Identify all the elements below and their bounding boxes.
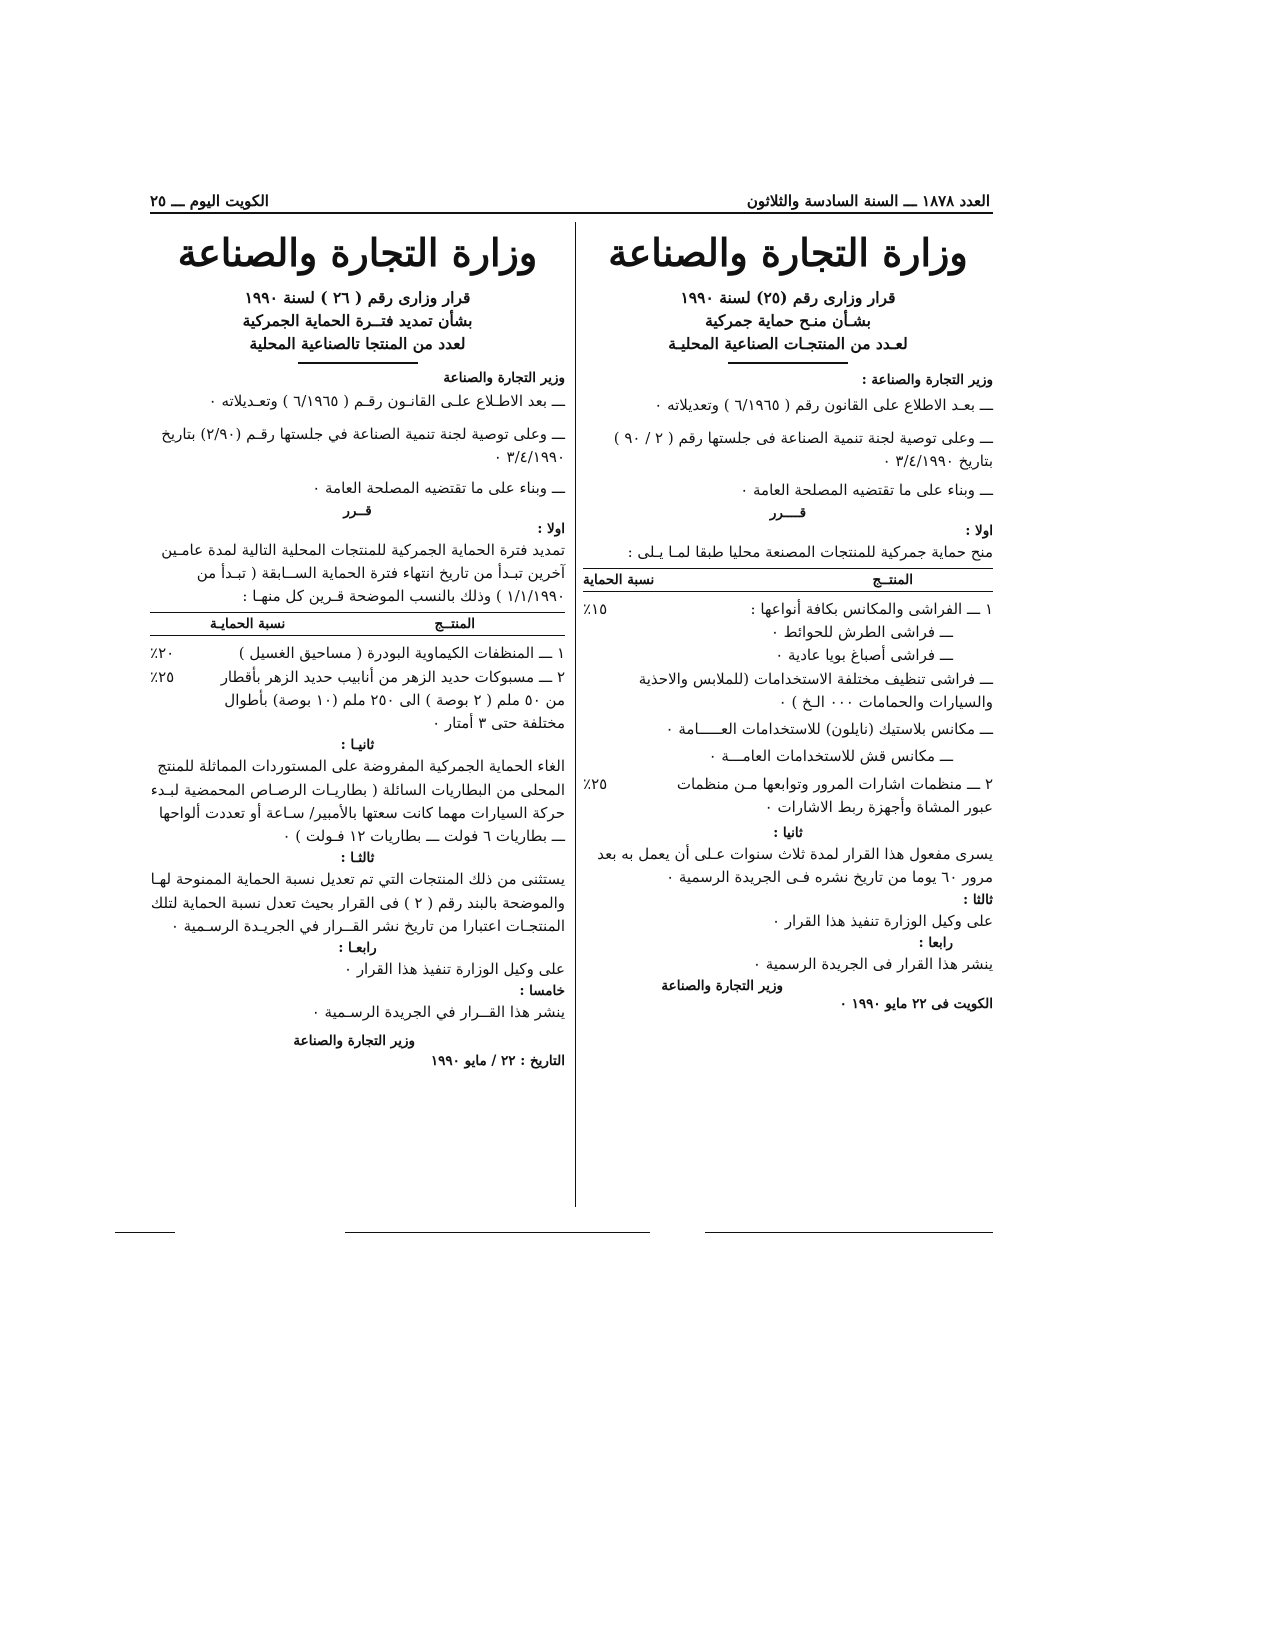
item-2-rate: ٢٥٪ xyxy=(583,774,608,793)
article-2-text: يسرى مفعول هذا القرار لمدة ثلاث سنوات عـلى أن يعمل به بعد مرور ٦٠ يوما من تاريخ نشره فـى الجريدة الرسمية ٠ xyxy=(597,845,993,887)
item-1-sub-b: ـــ فراشى أصباغ بويا عادية ٠ xyxy=(775,646,953,665)
article-1-text: منح حماية جمركية للمنتجات المصنعة محليا طبقا لمـا يـلى : xyxy=(627,542,993,561)
item-2-product: ٢ ـــ منظمات اشارات المرور وتوابعها مـن منظمات عبور المشاة وأجهزة ربط الاشارات ٠ xyxy=(676,774,993,816)
item-1-sub-e: ـــ مكانس قش للاستخدامات العامـــة ٠ xyxy=(708,747,953,766)
column-header-product: المنتــج xyxy=(434,616,475,633)
article-4-label: رابعا : xyxy=(918,934,953,951)
header-rule xyxy=(150,212,993,214)
table-header-rule xyxy=(150,635,565,636)
preamble-committee: ـــ وعلى توصية لجنة تنمية الصناعة فى جلستها رقم ( ٢ / ٩٠ ) بتاريخ ٣/٤/١٩٩٠ ٠ xyxy=(613,428,993,471)
item-1-sub-c: ـــ فراشى تنظيف مختلفة الاستخدامات (للملابس والاحذية والسيارات والحمامات ٠٠٠ الـخ ) ٠ xyxy=(638,669,993,711)
table-row xyxy=(150,642,565,665)
article-3-text: يستثنى من ذلك المنتجات التي تم تعديل نسبة الحماية الممنوحة لهـا والموضحة بالبند رقم ( ٢ ) فى القرار بحيث تعدل نسبة الحماية لتلك المنتجـات اعتبارا من تاريخ نشر القــرار في الجريـدة الرسـمية ٠ xyxy=(150,870,565,935)
column-header-rate: نسبة الحماية xyxy=(583,571,655,588)
decision-subject: بشـأن منـح حماية جمركية xyxy=(705,311,871,331)
decided-heading: قــرر xyxy=(343,502,372,519)
table-header-rule xyxy=(583,591,993,592)
article-3-text: على وكيل الوزارة تنفيذ هذا القرار ٠ xyxy=(771,911,993,930)
article-4-label: رابعـا : xyxy=(338,940,377,957)
decision-number: قرار وزارى رقم ( ٢٦ ) لسنة ١٩٩٠ xyxy=(244,287,471,307)
ministry-title: وزارة التجارة والصناعة xyxy=(177,230,538,275)
article-2-text: الغاء الحماية الجمركية المفروضة على المستوردات المماثلة للمنتج المحلى من البطاريات السائلة ( بطاريـات الرصـاص المحمضية لبـدء حركة السيارات مهما كانت سعتها بالأمبير/ سـاعة أو تعددت ألواحها ـــ بطاريات ٦ فولت ـــ بطاريات ١٢ فـولت ) ٠ xyxy=(150,757,565,846)
preamble-public-interest: ـــ وبناء على ما تقتضيه المصلحة العامة ٠ xyxy=(740,481,993,500)
item-1-sub-d: ـــ مكانس بلاستيك (نايلون) للاستخدامات العـــــامة ٠ xyxy=(665,720,993,739)
signature-block xyxy=(150,1031,565,1051)
table-row xyxy=(583,773,993,820)
article-1-label: اولا : xyxy=(537,520,565,537)
footer-rule-center xyxy=(345,1232,650,1233)
decision-date: الكويت فى ٢٢ مايو ١٩٩٠ ٠ xyxy=(839,996,993,1013)
decision-subject-line2: لعدد من المنتجا تالصناعية المحلية xyxy=(249,334,466,354)
item-2-rate: ٢٥٪ xyxy=(150,667,175,686)
article-5-label: خامسا : xyxy=(519,983,565,1000)
preamble-law: ـــ بعـد الاطلاع على القانون رقم ( ٦/١٩٦٥ ) وتعديلاته ٠ xyxy=(654,395,993,414)
item-1-rate: ٢٠٪ xyxy=(150,644,175,663)
title-rule xyxy=(728,362,848,364)
article-4-text: ينشر هذا القرار فى الجريدة الرسمية ٠ xyxy=(752,954,993,973)
item-1-rate: ١٥٪ xyxy=(583,599,608,618)
decision-subject-line2: لعـدد من المنتجـات الصناعية المحليـة xyxy=(668,334,908,354)
item-2-product: ٢ ـــ مسبوكات حديد الزهر من أنابيب حديد الزهر بأقطار من ٥٠ ملم ( ٢ بوصة ) الى ٢٥٠ ملم (١٠ بوصة) بأطوال مختلفة حتى ٣ أمتار ٠ xyxy=(220,667,565,733)
footer-rule-left xyxy=(115,1232,175,1233)
column-divider xyxy=(575,222,576,1207)
issue-header: العدد ١٨٧٨ ـــ السنة السادسة والثلاثون xyxy=(746,192,990,210)
title-rule xyxy=(298,362,418,364)
table-row xyxy=(150,666,565,736)
signature: وزير التجارة والصناعة xyxy=(293,1032,415,1049)
article-5-text: ينشر هذا القــرار في الجريدة الرسـمية ٠ xyxy=(311,1003,565,1022)
article-1-text: تمديد فترة الحماية الجمركية للمنتجات المحلية التالية لمدة عامـين آخرين تبـدأ من تاريخ انتهاء فترة الحماية الســابقة ( تبـدأ من ١/١/١٩٩٠ ) وذلك بالنسب الموضحة قـرين كل منهـا : xyxy=(161,540,565,606)
signature: وزير التجارة والصناعة xyxy=(661,978,783,995)
ministry-title: وزارة التجارة والصناعة xyxy=(608,230,968,275)
preamble-public-interest: ـــ وبناء على ما تقتضيه المصلحة العامة ٠ xyxy=(312,479,565,498)
minister-heading: وزير التجارة والصناعة xyxy=(443,369,565,386)
article-3-label: ثالثا : xyxy=(963,891,993,908)
item-1-product: ١ ـــ المنظفات الكيماوية البودرة ( مساحيق الغسيل ) xyxy=(238,644,565,663)
table-header xyxy=(150,613,565,635)
item-1-product: ١ ـــ الفراشى والمكانس بكافة أنواعها : xyxy=(750,599,993,618)
footer-rule-right xyxy=(705,1232,993,1233)
decision-subject: بشأن تمديد فتــرة الحماية الجمركية xyxy=(242,311,473,331)
minister-heading: وزير التجارة والصناعة : xyxy=(861,371,993,388)
table-header xyxy=(583,569,993,591)
decision-25-column xyxy=(583,232,993,1014)
preamble-law: ـــ بعد الاطـلاع علـى القانـون رقـم ( ٦/١٩٦٥ ) وتعـديلاته ٠ xyxy=(208,391,565,410)
article-2-label: ثانيـا : xyxy=(340,737,375,754)
article-4-text: على وكيل الوزارة تنفيذ هذا القرار ٠ xyxy=(343,960,565,979)
column-header-rate: نسبة الحمايـة xyxy=(210,616,286,633)
table-row xyxy=(583,598,993,621)
page-header: الكويت اليوم ـــ ٢٥ xyxy=(150,192,269,210)
decision-date: التاريخ : ٢٢ / مايو ١٩٩٠ xyxy=(430,1052,565,1069)
article-2-label: ثانيا : xyxy=(773,825,803,842)
preamble-committee: ـــ وعلى توصية لجنة تنمية الصناعة في جلستها رقـم (٢/٩٠) بتاريخ ٣/٤/١٩٩٠ ٠ xyxy=(161,424,565,467)
article-3-label: ثالثـا : xyxy=(340,850,375,867)
decided-heading: قــــرر xyxy=(769,504,807,521)
article-1-label: اولا : xyxy=(965,522,993,539)
decision-26-column xyxy=(150,232,565,1071)
item-1-sub-a: ـــ فراشى الطرش للحوائط ٠ xyxy=(770,623,953,642)
decision-number: قرار وزارى رقم (٢٥) لسنة ١٩٩٠ xyxy=(680,287,896,307)
column-header-product: المنتــج xyxy=(872,571,913,588)
